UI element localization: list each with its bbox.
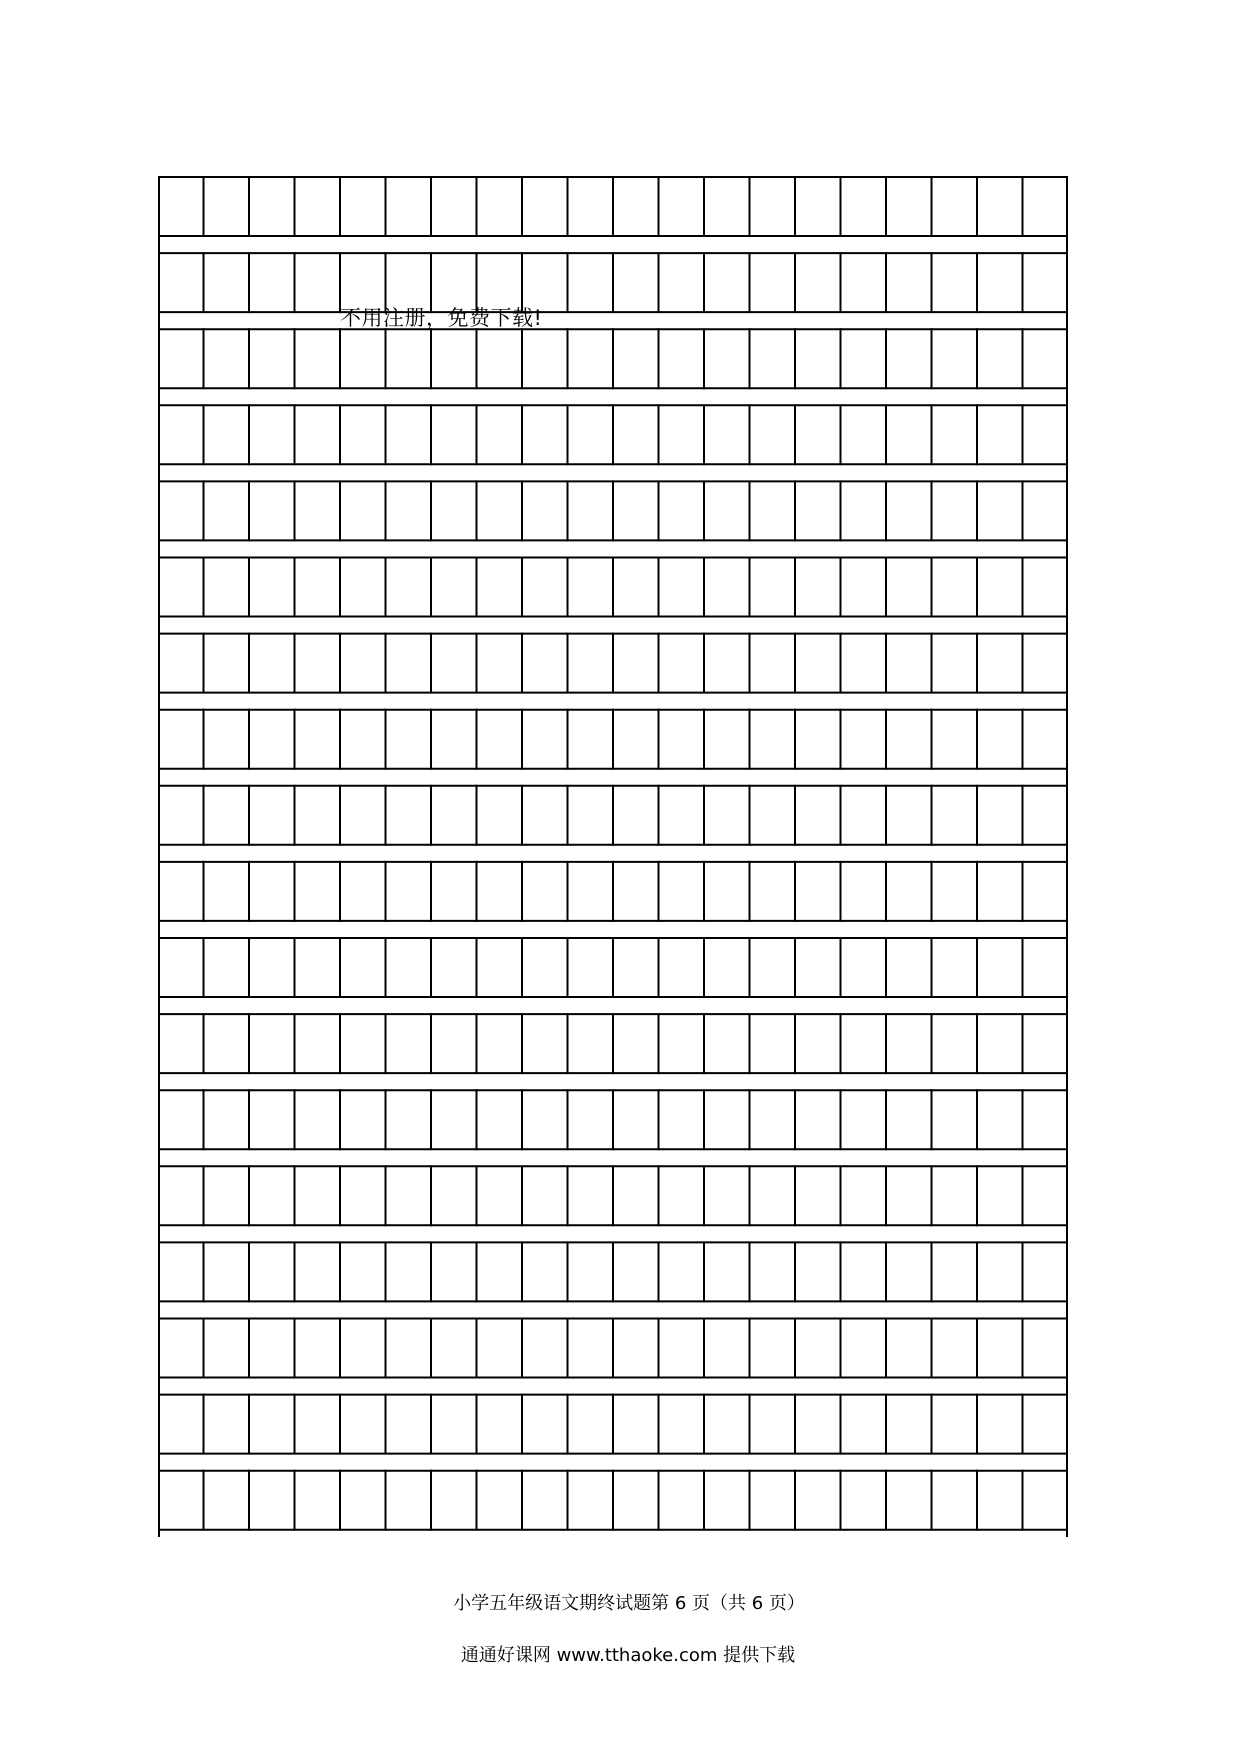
grid-row — [158, 785, 1068, 846]
page-number-footer: 小学五年级语文期终试题第 6 页（共 6 页） — [453, 1593, 805, 1614]
grid-row — [158, 861, 1068, 922]
grid-row — [158, 1165, 1068, 1226]
grid-row — [158, 1089, 1068, 1150]
grid-row — [158, 176, 1068, 237]
free-download-notice: 不用注册，免费下载! — [340, 306, 543, 330]
grid-row — [158, 404, 1068, 465]
site-credit-footer: 通通好课网 www.tthaoke.com 提供下载 — [460, 1645, 796, 1666]
grid-row — [158, 1470, 1068, 1531]
grid-row — [158, 1318, 1068, 1379]
grid-row — [158, 937, 1068, 998]
grid-row — [158, 709, 1068, 770]
grid-row — [158, 328, 1068, 389]
grid-row — [158, 480, 1068, 541]
grid-row — [158, 1394, 1068, 1455]
grid-row — [158, 1241, 1068, 1302]
composition-grid — [158, 176, 1068, 1537]
grid-row — [158, 557, 1068, 618]
grid-row — [158, 252, 1068, 313]
grid-row — [158, 633, 1068, 694]
grid-row — [158, 1013, 1068, 1074]
composition-grid-svg — [158, 176, 1068, 1537]
